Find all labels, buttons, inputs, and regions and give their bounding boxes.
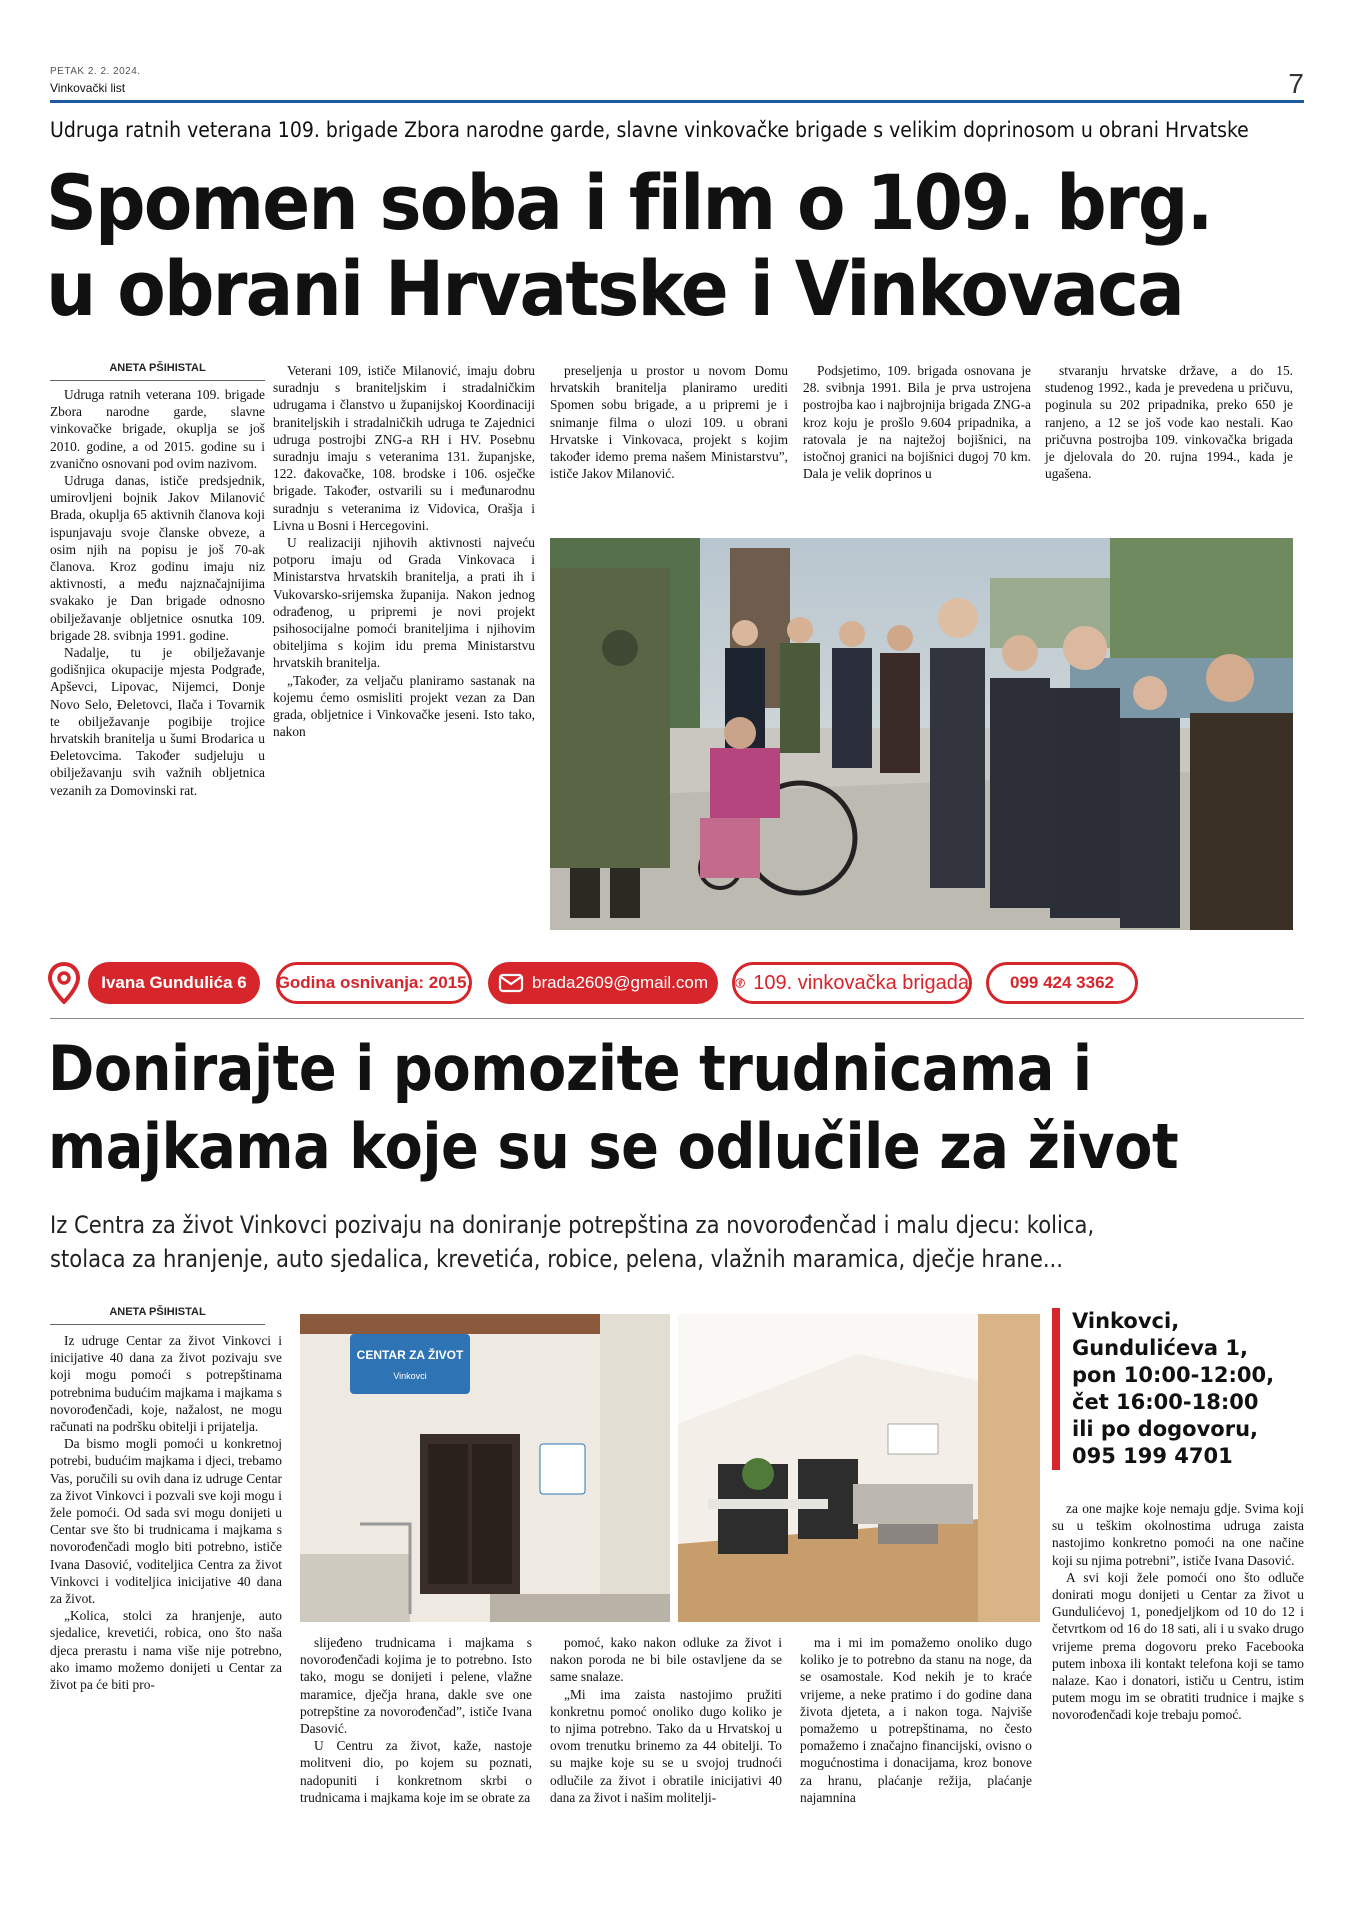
headline-line-2: majkama koje su se odlučile za život (48, 1110, 1179, 1183)
article1-kicker: Udruga ratnih veterana 109. brigade Zbora narodne garde, slavne vinkovačke brigade s velikim doprinosom u obrani Hrvatske (50, 118, 1249, 142)
infobox-line: Gundulićeva 1, (1072, 1336, 1248, 1360)
article2-column-3 (550, 1634, 782, 1806)
paragraph: stvaranju hrvatske države, a do 15. studenog 1992., kada je prevedena u pričuvu, poginula su 202 pripadnika, preko 650 je ranjeno, a 12 se još vode kao nestali. Kao pričuvna postrojba 109. vinkovačka brigada je djelovala do 20. rujna 1994., kada je ugašena. (1045, 363, 1293, 482)
publication-name: Vinkovački list (50, 81, 126, 95)
article2-column-4 (800, 1634, 1032, 1806)
article2-column-1 (50, 1332, 282, 1693)
paragraph: Da bismo mogli pomoći u konkretnoj potrebi, budućim majkama i djeci, trebamo Vas, poručili su ovih dana iz udruge Centar za život Vinkovci i pozvali sve koji mogu i žele pomoći. Od sada svi mogu donijeti u Centar sve što bi trudnicama i majkama s novorođenčadi moglo biti potrebno, ističe Ivana Dasović, voditeljica Centra za život Vinkovci i voditeljica inicijative 40 dana za život. (50, 1436, 282, 1607)
article2-column-2 (300, 1634, 532, 1806)
paragraph: U Centru za život, kaže, nastoje molitveni dio, po kojem su poznati, nadopuniti i konkretnom skrbi o trudnicama i majkama koje im se obrate za (300, 1738, 532, 1805)
paragraph: Udruga danas, ističe predsjednik, umirovljeni bojnik Jakov Milanović Brada, okuplja 65 aktivnih članova koji ispunjavaju svoje članske obveze, a osim njih na popisu je još 70-ak članova. Kroz godinu imaju niz aktivnosti, a među najznačajnijima svakako je Dan brigade odnosno obilježavanje obljetnice osnutka 109. brigade 28. svibnja 1991. godine. (50, 473, 265, 643)
contact-bar (48, 960, 1308, 1006)
paragraph: Iz udruge Centar za život Vinkovci i inicijative 40 dana za život pozivaju sve koji mogu pomoći s potrepštinama potrebnima budućim majkama i majkama s novorođenčadi, koje, nažalost, ne mogu računati na podršku obitelji i prijatelja. (50, 1333, 282, 1435)
paragraph: „Mi ima zaista nastojimo pružiti konkretnu pomoć onoliko dugo koliko je to njima potrebno. Tako da u Hrvatskoj u ovom trenutku brinemo za 44 obitelji. To su majke koje su se u svojoj trudnoći odlučile za život i obratile inicijativi 40 dana za život i našim molitelji- (550, 1686, 782, 1805)
page-number: 7 (1288, 68, 1304, 99)
infobox-line: ili po dogovoru, (1072, 1417, 1258, 1441)
article1-column-2 (273, 362, 535, 740)
article1-column-3 (550, 362, 788, 482)
address-pill: Ivana Gundulića 6 (88, 962, 260, 1004)
article2-headline (48, 1030, 1178, 1186)
article1-headline (46, 160, 1220, 332)
facebook-text: 109. vinkovačka brigada (753, 971, 969, 994)
article1-column-5 (1045, 362, 1293, 482)
ceremony-photo (550, 538, 1293, 930)
byline-rule (50, 380, 265, 381)
headline-line-1: Spomen soba i film o 109. brg. (46, 158, 1212, 247)
header-rule (50, 100, 1304, 103)
founded-pill: Godina osnivanja: 2015. (276, 962, 472, 1004)
infobox-line: 095 199 4701 (1072, 1444, 1233, 1468)
article2-subheadline (50, 1208, 1094, 1276)
infobox-line: čet 16:00-18:00 (1072, 1390, 1259, 1414)
paragraph: „Kolica, stolci za hranjenje, auto sjedalice, krevetići, robica, ono što naša djeca prerastu i nama više nije potrebno, ako imamo možemo donijeti u Centar za život pa će biti pro- (50, 1608, 282, 1693)
article1-column-1 (50, 386, 265, 799)
subhead-line-2: stolaca za hranjenje, auto sjedalica, krevetića, robice, pelena, vlažnih maramica, dječje hrane... (50, 1245, 1063, 1273)
sign-subtext: Vinkovci (393, 1371, 427, 1381)
centar-building-photo (300, 1314, 670, 1622)
subhead-line-1: Iz Centra za život Vinkovci pozivaju na doniranje potrepština za novorođenčad i malu djecu: kolica, (50, 1211, 1095, 1239)
paragraph: „Također, za veljaču planiramo sastanak na kojemu ćemo osmisliti projekt vezan za Dan grada, obljetnice i Vinkovačke jeseni. Isto tako, nakon (273, 672, 535, 740)
headline-line-1: Donirajte i pomozite trudnicama i (48, 1032, 1092, 1105)
article2-author: ANETA PŠIHISTAL (109, 1306, 206, 1318)
phone-pill[interactable]: 099 424 3362 (986, 962, 1138, 1004)
issue-date: PETAK 2. 2. 2024. (50, 66, 141, 77)
email-pill[interactable] (488, 962, 718, 1004)
centar-interior-photo (678, 1314, 1040, 1622)
byline-rule (50, 1324, 265, 1325)
paragraph: Nadalje, tu je obilježavanje godišnjica okupacije mjesta Podgrađe, Apševci, Lipovac, Nijemci, Donje Novo Selo, Đeletovci, Ilača i Tovarnik te obilježavanje pogibije trojice hrvatskih branitelja u šumi Brodarica u Đeletovcima. Također sudjeluju u obilježavanju svih važnih obljetnica vezanih za Domovinski rat. (50, 645, 265, 798)
sign-text: CENTAR ZA ŽIVOT (356, 1348, 464, 1362)
facebook-icon (735, 970, 745, 996)
paragraph: Veterani 109, ističe Milanović, imaju dobru suradnju s braniteljskim i stradalničkim udrugama i članstvo u županijskoj Koordinaciji braniteljskih i stradalničkih udruga te Zajednici udruga postrojbi ZNG-a RH i HV. Posebnu suradnju imaju s veteranima 131. županjske, 122. đakovačke, 108. brodske i 106. osječke brigade. Također, ostvarili su i međunarodnu suradnju s veteranima iz Vidovica, Orašja i Livna u Bosni i Hercegovini. (273, 363, 535, 533)
article2-infobox (1052, 1308, 1304, 1470)
location-pin-icon (48, 962, 80, 1004)
paragraph: slijeđeno trudnicama i majkama s novorođenčadi kojima je to potrebno. Isto tako, mogu se donijeti i pelene, vlažne maramice, dječja hrana, dakle sve one potrepštine za novorođenčad”, ističe Ivana Dasović. (300, 1635, 532, 1737)
infobox-line: pon 10:00-12:00, (1072, 1363, 1275, 1387)
paragraph: preseljenja u prostor u novom Domu hrvatskih branitelja planiramo urediti Spomen sobu brigade, a u pripremi je i snimanje filma o ulozi 109. u obrani Hrvatske i Vinkovaca, projekt s kojim također idemo prema našem Ministarstvu”, ističe Jakov Milanović. (550, 363, 788, 482)
paragraph: U realizaciji njihovih aktivnosti najveću potporu imaju od Grada Vinkovaca i Ministarstva hrvatskih branitelja, a prati ih i Vukovarsko-srijemska županija. Nakon jednog odrađenog, u pripremi je novi projekt psihosocijalne pomoći braniteljima i njihovim obiteljima s kojim idu prema Ministarstvu hrvatskih branitelja. (273, 535, 535, 671)
article1-author: ANETA PŠIHISTAL (109, 362, 206, 374)
article1-column-4 (803, 362, 1031, 482)
infobox-line: Vinkovci, (1072, 1309, 1180, 1333)
paragraph: Udruga ratnih veterana 109. brigade Zbora narodne garde, slavne vinkovačke brigade, okuplja se još 2010. godine, a od 2015. godine su i zvanično osnovani pod ovim nazivom. (50, 387, 265, 471)
section-divider (50, 1018, 1304, 1019)
email-text: brada2609@gmail.com (531, 973, 709, 992)
paragraph: ma i mi im pomažemo onoliko dugo koliko je to potrebno da stanu na noge, da se osamostale. Kod nekih je to kraće vrijeme, a neke pratimo i do godine dana života djeteta, a i nakon toga. Najviše pomažemo u potrepštinama, no često pomažemo i značajno financijski, ovisno o mogućnostima i donacijama, kroz bonove za hranu, plaćanje režija, plaćanje najamnina (800, 1635, 1032, 1805)
paragraph: za one majke koje nemaju gdje. Svima koji su u teškim okolnostima udruga zaista nastojimo konkretno pomoći na one načine koji su njima potrebni”, ističe Ivana Dasović. (1052, 1501, 1304, 1568)
paragraph: pomoć, kako nakon odluke za život i nakon poroda ne bi bile ostavljene da se same snalaze. (550, 1635, 782, 1685)
paragraph: Podsjetimo, 109. brigada osnovana je 28. svibnja 1991. Bila je prva ustrojena postrojba kao i najbrojnija brigada ZNG-a kroz koju je prošlo 9.604 pripadnika, a ratovala je na najtežoj bojišnici, na istočnoj granici na bojišnici dugoj 70 km. Dala je velik doprinos u (803, 363, 1031, 482)
envelope-icon (498, 973, 524, 993)
headline-line-2: u obrani Hrvatske i Vinkovaca (46, 244, 1183, 333)
article2-column-5 (1052, 1500, 1304, 1724)
facebook-pill[interactable] (732, 962, 972, 1004)
paragraph: A svi koji žele pomoći ono što odluče donirati mogu donijeti u Centar za život u Gundulićevoj 1, ponedjeljkom od 10 do 12 i četvrtkom od 16 do 18 sati, ali i u svako drugo vrijeme prema dogovoru preko Facebooka putem inboxa ili kontakt telefona koji se tamo nalaze. Kao i donatori, ističu u Centru, istim putem mogu im se obratiti trudnice i majke s novorođenčadi koje trebaju pomoć. (1052, 1569, 1304, 1723)
